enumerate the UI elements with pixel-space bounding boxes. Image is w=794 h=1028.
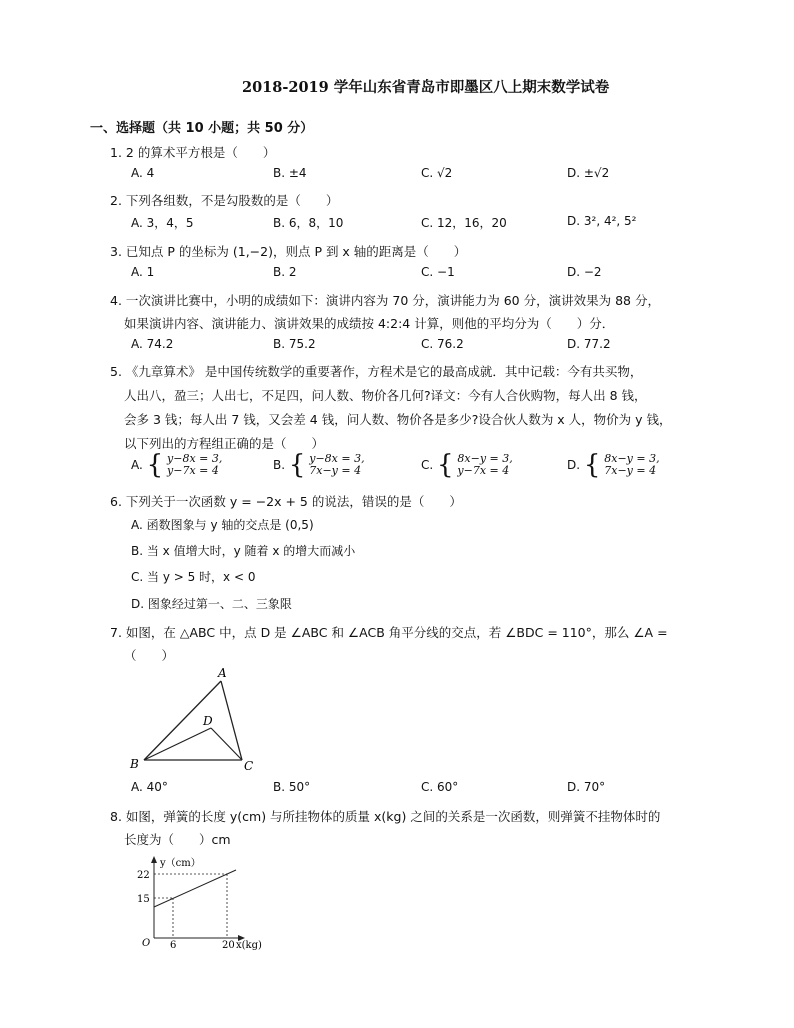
question-6-option-c[interactable]: C. 当 y > 5 时，x < 0 [131,570,256,584]
question-1-stem: 1. 2 的算术平方根是（ ） [110,145,276,160]
option-label: A. [131,458,143,472]
left-brace: { [583,450,601,480]
point-label-d: D [203,714,213,728]
question-5-option-b[interactable] [273,450,365,480]
origin-label: O [142,938,151,949]
question-6-stem: 6. 下列关于一次函数 y = −2x + 5 的说法，错误的是（ ） [110,494,462,509]
question-4-option-b[interactable]: B. 75.2 [273,337,316,351]
question-3-stem: 3. 已知点 P 的坐标为 (1,−2)，则点 P 到 x 轴的距离是（ ） [110,244,467,259]
question-2-stem: 2. 下列各组数，不是勾股数的是（ ） [110,193,339,208]
question-5-option-d[interactable] [567,450,660,480]
question-4-stem-line-2: 如果演讲内容、演讲能力、演讲效果的成绩按 4:2:4 计算，则他的平均分为（ ）分． [124,316,615,331]
question-5-stem-line-3: 会多 3 钱；每人出 7 钱，又会差 4 钱，问人数、物价各是多少?设合伙人数为 x 人，物价为 y 钱， [124,412,672,427]
question-8-stem-line-1: 8. 如图，弹簧的长度 y(cm) 与所挂物体的质量 x(kg) 之间的关系是一次函数，则弹簧不挂物体时的 [110,809,661,824]
question-7-option-d[interactable]: D. 70° [567,780,606,794]
segment-ac [221,681,242,760]
option-label: D. [567,458,581,472]
equation-line-1: y−8x = 3, [309,452,365,465]
question-6-option-b[interactable]: B. 当 x 值增大时，y 随着 x 的增大而减小 [131,544,356,558]
x-tick-20: 20 [222,940,235,951]
triangle-figure [126,664,266,774]
y-axis-label: y（cm） [160,858,201,869]
left-brace: { [437,450,454,480]
y-tick-15: 15 [137,894,150,905]
question-7-stem-line-1: 7. 如图，在 △ABC 中，点 D 是 ∠ABC 和 ∠ACB 角平分线的交点，若 ∠BDC = 110°，那么 ∠A = [110,625,668,640]
question-4-option-c[interactable]: C. 76.2 [421,337,464,351]
x-axis-label: x(kg) [236,940,262,951]
equation-line-2: 7x−y = 4 [309,464,362,477]
x-tick-6: 6 [170,940,177,951]
equation-line-2: y−7x = 4 [167,464,219,477]
question-6-option-a[interactable]: A. 函数图象与 y 轴的交点是 (0,5) [131,518,314,532]
question-3-option-a[interactable]: A. 1 [131,265,155,279]
y-axis-arrow-icon [151,856,157,863]
question-2-option-a[interactable]: A. 3，4，5 [131,216,194,230]
question-4-option-d[interactable]: D. 77.2 [567,337,611,351]
option-label: B. [273,458,286,472]
question-8-stem-line-2: 长度为（ ）cm [124,832,231,847]
question-2-option-c[interactable]: C. 12，16，20 [421,216,507,230]
vertex-label-c: C [244,759,254,773]
question-7-option-b[interactable]: B. 50° [273,780,311,794]
question-1-option-c[interactable]: C. √2 [421,166,453,180]
vertex-label-a: A [218,666,227,680]
y-tick-22: 22 [137,870,150,881]
equation-system [457,453,512,477]
question-1-option-d[interactable]: D. ±√2 [567,166,610,180]
spring-graph [136,852,276,952]
question-1-option-b[interactable]: B. ±4 [273,166,307,180]
question-4-option-a[interactable]: A. 74.2 [131,337,174,351]
question-2-option-b[interactable]: B. 6，8，10 [273,216,344,230]
question-5-option-c[interactable] [421,450,513,480]
left-brace: { [146,450,164,480]
equation-system [604,453,659,477]
question-7-option-a[interactable]: A. 40° [131,780,168,794]
question-7-stem-line-2: （ ） [124,648,175,663]
question-3-option-d[interactable]: D. −2 [567,265,602,279]
function-line [154,870,236,907]
question-3-option-c[interactable]: C. −1 [421,265,455,279]
vertex-label-b: B [130,757,139,771]
question-5-option-a[interactable] [131,450,223,480]
equation-line-2: y−7x = 4 [457,464,510,477]
page-title: 2018-2019 学年山东省青岛市即墨区八上期末数学试卷 [242,79,610,96]
equation-system [167,453,222,477]
question-5-stem-line-4: 以下列出的方程组正确的是（ ） [124,436,325,451]
question-5-stem-line-2: 人出八，盈三；人出七，不足四，问人数、物价各几何?译文：今有人合伙购物，每人出 8 钱， [124,388,647,403]
equation-system [309,453,364,477]
equation-line-1: 8x−y = 3, [604,452,660,465]
question-4-stem-line-1: 4. 一次演讲比赛中，小明的成绩如下：演讲内容为 70 分，演讲能力为 60 分，演讲效果为 88 分， [110,293,660,308]
question-7-option-c[interactable]: C. 60° [421,780,459,794]
segment-bd [144,728,211,760]
question-2-option-d[interactable]: D. 3², 4², 5² [567,214,637,228]
equation-line-1: y−8x = 3, [167,452,223,465]
equation-line-2: 7x−y = 4 [604,464,657,477]
question-3-option-b[interactable]: B. 2 [273,265,297,279]
equation-line-1: 8x−y = 3, [457,452,513,465]
question-6-option-d[interactable]: D. 图象经过第一、二、三象限 [131,597,292,611]
question-5-stem-line-1: 5. 《九章算术》 是中国传统数学的重要著作，方程术是它的最高成就．其中记载：今有共买物， [110,364,643,379]
question-1-option-a[interactable]: A. 4 [131,166,155,180]
section-heading: 一、选择题（共 10 小题；共 50 分） [90,121,314,136]
left-brace: { [288,450,306,480]
option-label: C. [421,458,434,472]
